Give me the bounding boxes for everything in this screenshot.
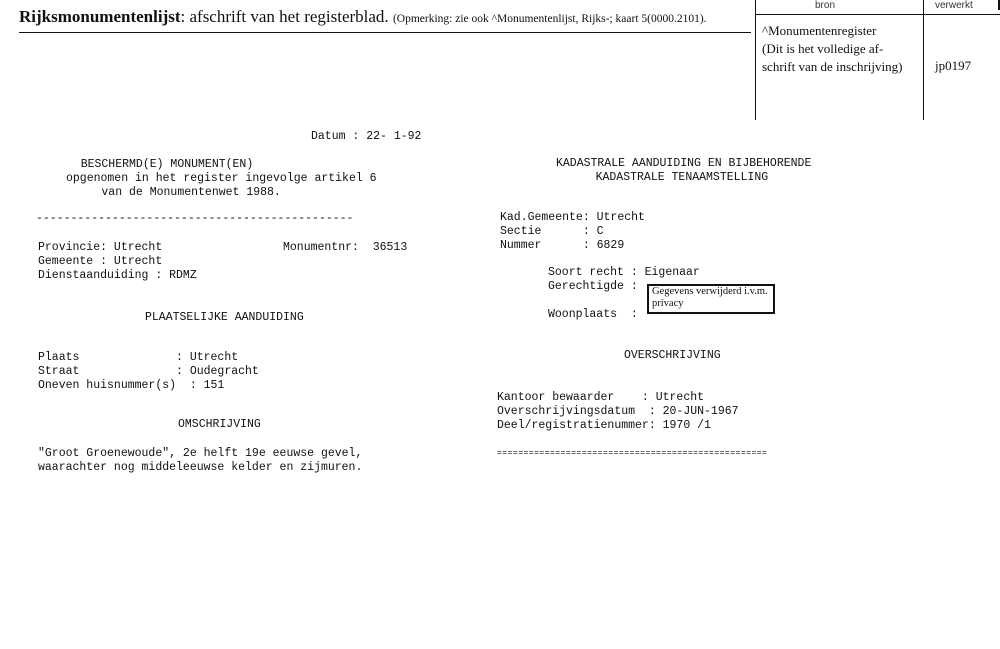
soort-recht: Soort recht : Eigenaar	[548, 266, 700, 279]
deel: Deel/registratienummer: 1970 /1	[497, 419, 711, 432]
bron-label: bron	[815, 0, 836, 11]
woonplaats: Woonplaats :	[548, 308, 638, 321]
source-box-border-left	[755, 0, 756, 120]
nummer: Nummer : 6829	[500, 239, 625, 252]
kad-gemeente: Kad.Gemeente: Utrecht	[500, 211, 645, 224]
title-bold: Rijksmonumentenlijst	[19, 7, 181, 26]
bron-line: ^Monumentenregister	[762, 23, 877, 38]
gemeente: Gemeente : Utrecht	[38, 255, 163, 268]
source-box	[755, 0, 1000, 120]
heading-line: van de Monumentenwet 1988.	[60, 186, 281, 199]
verwerkt-label: verwerkt	[935, 0, 973, 11]
kadastrale-heading: KADASTRALE AANDUIDING EN BIJBEHORENDE	[556, 157, 812, 170]
privacy-note-box: Gegevens verwijderd i.v.m. privacy	[647, 284, 775, 314]
bron-text	[762, 22, 922, 76]
omschrijving-line: waarachter nog middeleeuwse kelder en zijmuren.	[38, 461, 363, 474]
omschrijving-heading: OMSCHRIJVING	[178, 418, 261, 431]
title-rest: : afschrift van het registerblad.	[180, 7, 389, 26]
provincie: Provincie: Utrecht	[38, 241, 163, 254]
overschrijving-heading: OVERSCHRIJVING	[624, 349, 721, 362]
verwerkt-value: jp0197	[935, 58, 972, 73]
dash-line: ----------------------------------------------	[36, 212, 354, 225]
heading-line: BESCHERMD(E) MONUMENT(EN)	[60, 158, 254, 171]
source-box-divider	[923, 0, 924, 120]
omschrijving-line: "Groot Groenewoude", 2e helft 19e eeuwse gevel,	[38, 447, 363, 460]
straat: Straat : Oudegracht	[38, 365, 259, 378]
sectie: Sectie : C	[500, 225, 604, 238]
title-note: (Opmerking: zie ook ^Monumentenlijst, Rijks-; kaart 5(0000.2101).	[392, 13, 707, 25]
heading-line: opgenomen in het register ingevolge artikel 6	[66, 172, 377, 185]
huisnummer: Oneven huisnummer(s) : 151	[38, 379, 225, 392]
document-title	[19, 7, 707, 27]
plaatselijke-heading: PLAATSELIJKE AANDUIDING	[145, 311, 304, 324]
header-rule	[19, 32, 751, 33]
datum: Datum : 22- 1-92	[311, 130, 422, 143]
kadastrale-heading: KADASTRALE TENAAMSTELLING	[568, 171, 769, 184]
bron-line: (Dit is het volledige af-	[762, 41, 884, 56]
dienstaanduiding: Dienstaanduiding : RDMZ	[38, 269, 197, 282]
overschrijvingsdatum: Overschrijvingsdatum : 20-JUN-1967	[497, 405, 739, 418]
plaats: Plaats : Utrecht	[38, 351, 239, 364]
equals-line: ===================================================	[497, 449, 768, 458]
bron-line: schrift van de inschrijving)	[762, 59, 903, 74]
monumentnr: Monumentnr: 36513	[283, 241, 408, 254]
gerechtigde: Gerechtigde :	[548, 280, 638, 293]
kantoor: Kantoor bewaarder : Utrecht	[497, 391, 705, 404]
source-box-header-rule	[755, 14, 1000, 15]
